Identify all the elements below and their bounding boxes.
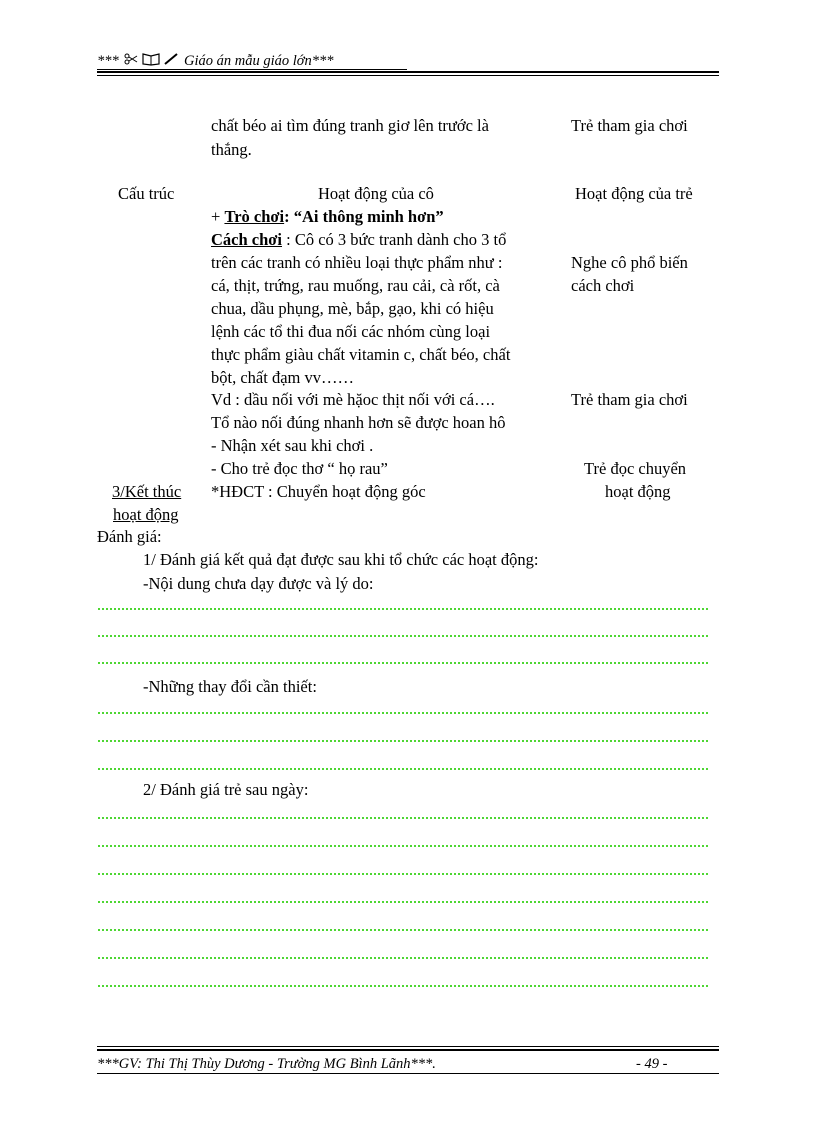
ending-child-line: hoạt động — [605, 482, 671, 501]
child-listen-line: cách chơi — [571, 276, 635, 295]
how-to-play-line: cá, thịt, trứng, rau muống, rau cải, cà rốt, cà — [211, 276, 500, 295]
column-header-structure: Cấu trúc — [118, 184, 175, 203]
game-colon: : — [284, 207, 294, 226]
game-title — [211, 207, 444, 227]
footer-text: ***GV: Thi Thị Thùy Dương - Trường MG Bình Lãnh***. — [97, 1056, 436, 1072]
header-prefix: *** — [97, 52, 123, 69]
dotted-line — [97, 662, 709, 664]
page-number: - 49 - — [636, 1056, 668, 1072]
evaluation-changes-needed: -Những thay đổi cần thiết: — [143, 677, 317, 696]
evaluation-title: Đánh giá: — [97, 527, 162, 546]
evaluation-content-not-taught: -Nội dung chưa dạy được và lý do: — [143, 574, 374, 593]
header-title: Giáo án mẫu giáo lớn*** — [184, 52, 334, 69]
dotted-line — [97, 929, 709, 931]
footer-rule-thin — [97, 1046, 719, 1047]
how-to-play-line: bột, chất đạm vv…… — [211, 368, 354, 387]
dotted-line — [97, 845, 709, 847]
evaluation-item-2: 2/ Đánh giá trẻ sau ngày: — [143, 780, 309, 799]
child-listen-line: Nghe cô phổ biến — [571, 253, 688, 272]
child-play: Trẻ tham gia chơi — [571, 390, 688, 409]
how-to-play-label: Cách chơi — [211, 230, 283, 249]
evaluation-item-1: 1/ Đánh giá kết quả đạt được sau khi tổ chức các hoạt động: — [143, 550, 539, 569]
ending-structure-line: 3/Kết thúc — [112, 482, 182, 501]
footer-rule-thick — [97, 1049, 719, 1051]
scissors-icon — [124, 53, 138, 70]
example-line: Tổ nào nối đúng nhanh hơn sẽ được hoan hô — [211, 413, 506, 432]
dotted-line — [97, 817, 709, 819]
dotted-line — [97, 901, 709, 903]
example-line: - Cho trẻ đọc thơ “ họ rau” — [211, 459, 388, 478]
dotted-line — [97, 768, 709, 770]
activity-line: thắng. — [211, 140, 252, 159]
header-rule-thick — [97, 71, 719, 73]
dotted-line — [97, 740, 709, 742]
game-plus: + — [211, 207, 225, 226]
dotted-line — [97, 957, 709, 959]
dotted-line — [97, 985, 709, 987]
child-activity: Trẻ tham gia chơi — [571, 116, 688, 135]
activity-line: chất béo ai tìm đúng tranh giơ lên trước là — [211, 116, 489, 135]
example-line: Vd : dầu nối với mè hặoc thịt nối với cá…. — [211, 390, 495, 409]
dotted-line — [97, 873, 709, 875]
ending-child-line: Trẻ đọc chuyển — [584, 459, 687, 478]
how-to-play-line: trên các tranh có nhiều loại thực phẩm như : — [211, 253, 503, 272]
ending-teacher: *HĐCT : Chuyển hoạt động góc — [211, 482, 426, 501]
how-to-play-text: : Cô có 3 bức tranh dành cho 3 tổ — [282, 230, 507, 249]
column-header-teacher: Hoạt động của cô — [318, 184, 434, 203]
example-line: - Nhận xét sau khi chơi . — [211, 436, 374, 455]
how-to-play-first — [211, 230, 506, 250]
how-to-play-line: lệnh các tổ thi đua nối các nhóm cùng loại — [211, 322, 491, 341]
header-underline — [97, 69, 407, 70]
column-header-child: Hoạt động của trẻ — [575, 184, 693, 203]
pencil-icon — [164, 53, 178, 70]
dotted-line — [97, 712, 709, 714]
how-to-play-line: thực phẩm giàu chất vitamin c, chất béo, chất — [211, 345, 511, 364]
footer-underline — [97, 1073, 719, 1074]
dotted-line — [97, 608, 709, 610]
game-name: “Ai thông minh hơn” — [293, 207, 444, 226]
how-to-play-line: chua, dầu phụng, mè, bắp, gạo, khi có hiệu — [211, 299, 494, 318]
ending-structure-line: hoạt động — [113, 505, 179, 524]
dotted-line — [97, 635, 709, 637]
game-label: Trò chơi — [224, 207, 285, 226]
header-rule-thin — [97, 75, 719, 76]
